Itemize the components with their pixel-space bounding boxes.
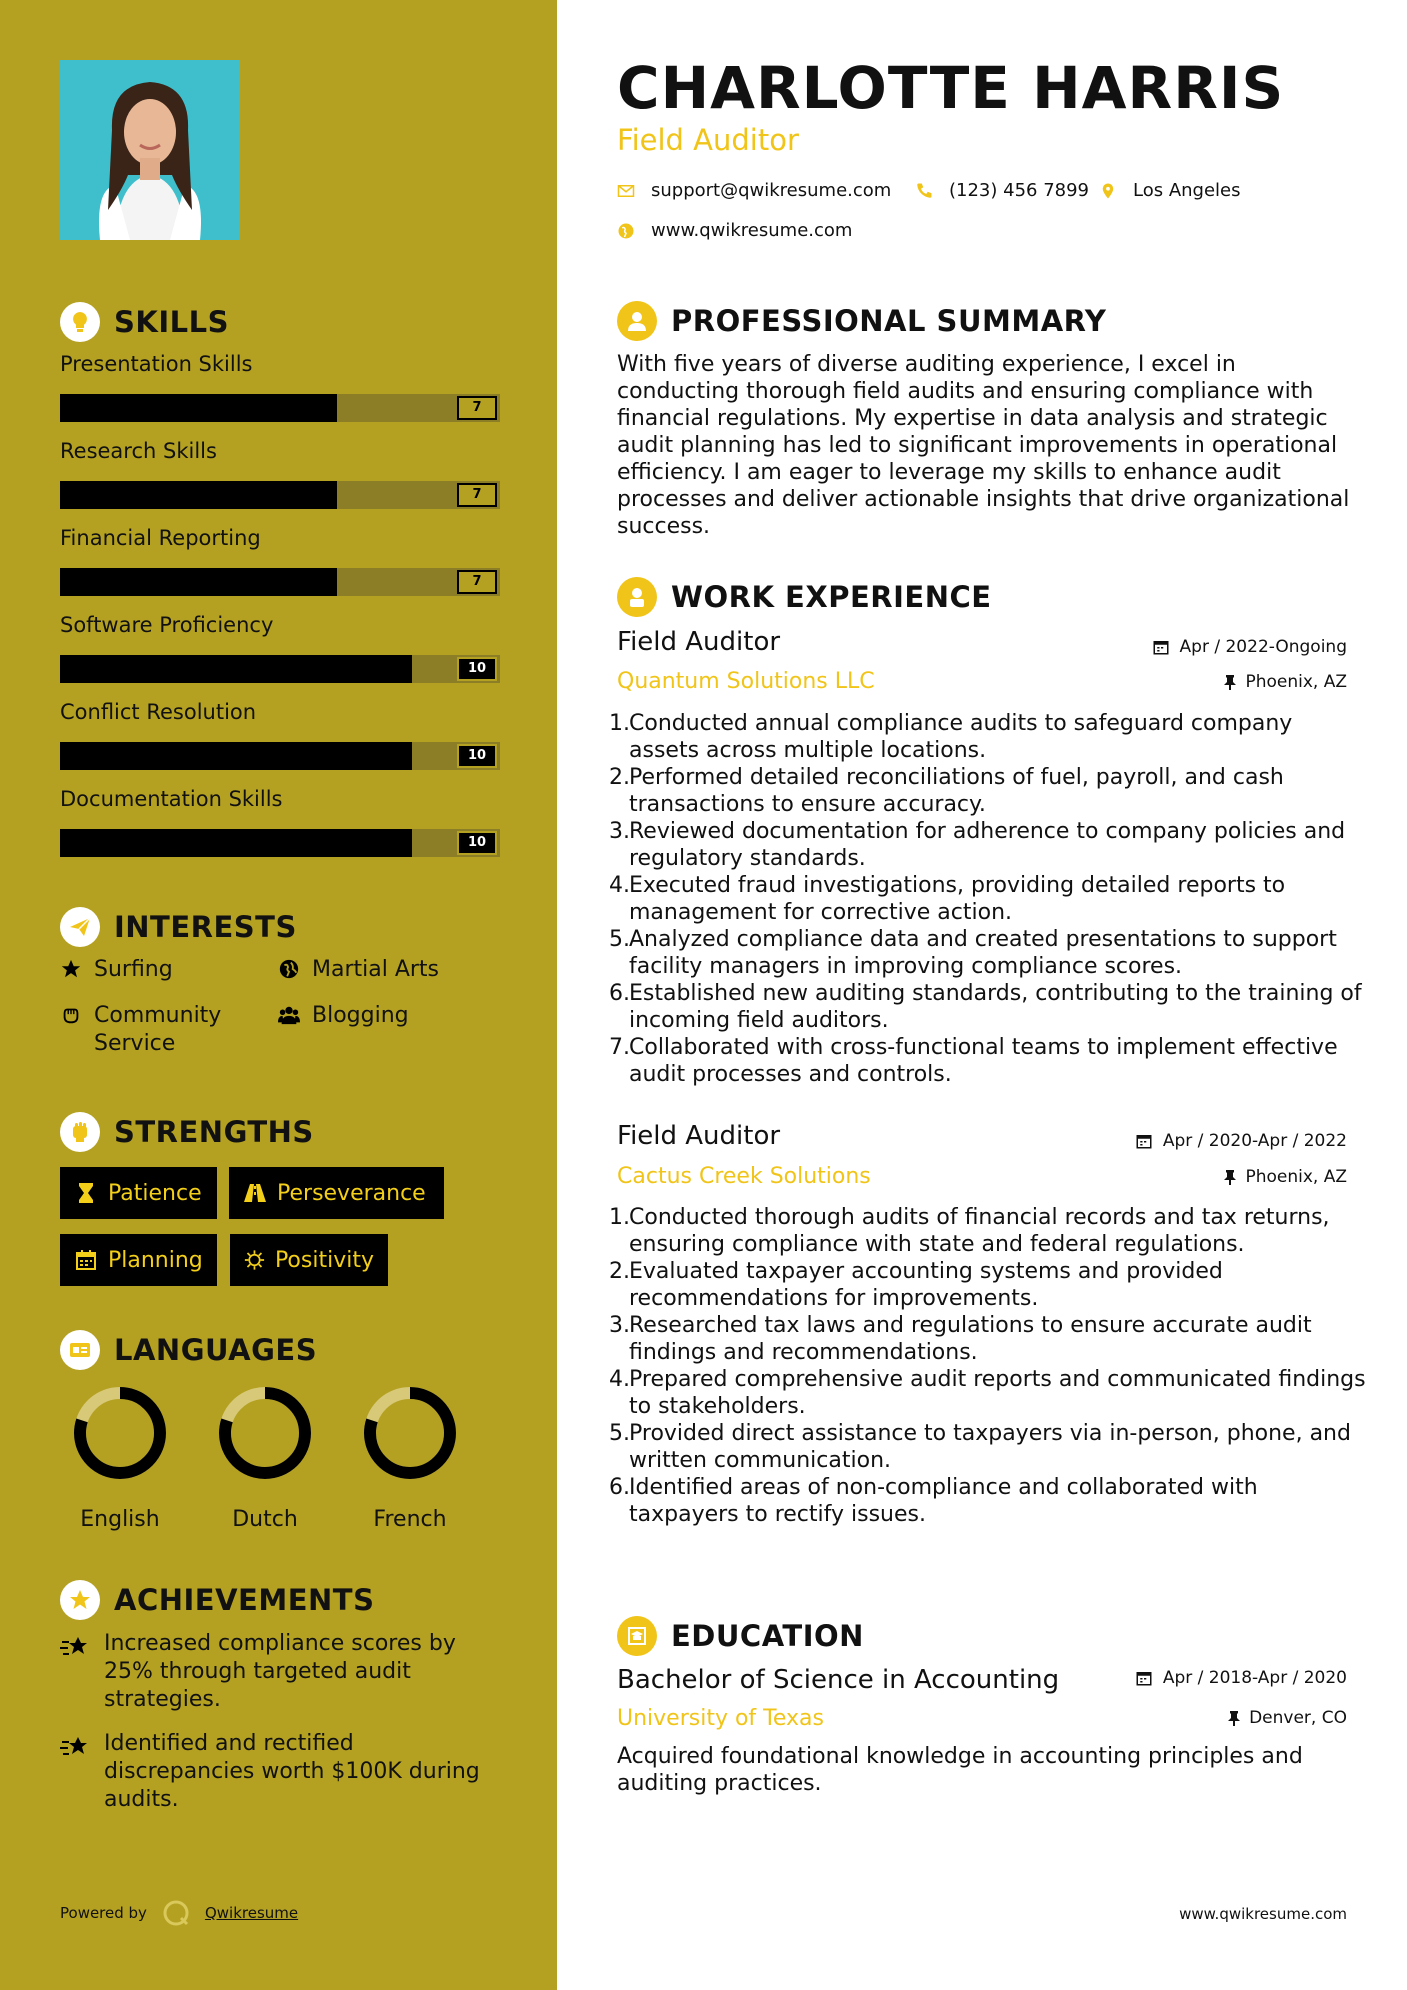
education-degree: Bachelor of Science in Accounting	[617, 1665, 1060, 1695]
skill-bar	[60, 829, 500, 857]
footer-website[interactable]: www.qwikresume.com	[1179, 1905, 1347, 1923]
phone-text: (123) 456 7899	[949, 180, 1090, 201]
duty-number: 1.	[609, 711, 630, 736]
languages-header	[60, 1328, 317, 1372]
qwikresume-logo-icon	[161, 1898, 191, 1928]
qwikresume-link[interactable]: Qwikresume	[204, 1904, 299, 1922]
skill-bar	[60, 394, 500, 422]
skill-bar	[60, 742, 500, 770]
duty-number: 1.	[609, 1205, 630, 1230]
skill-fill	[60, 655, 412, 683]
duty-text: Reviewed documentation for adherence to company policies and regulatory standards.	[629, 819, 1346, 871]
road-icon	[243, 1181, 267, 1205]
skill-bar	[60, 481, 500, 509]
skill-name: Financial Reporting	[60, 526, 261, 550]
job-date	[1152, 637, 1347, 657]
fist-icon	[60, 1112, 100, 1152]
globe-icon	[617, 222, 635, 240]
skill-fill	[60, 742, 412, 770]
job-duty	[609, 980, 1369, 1034]
skill-fill	[60, 394, 337, 422]
job-company: Quantum Solutions LLC	[617, 669, 875, 694]
job-duty	[609, 1034, 1369, 1088]
job-title: Field Auditor	[617, 1121, 781, 1151]
education-location	[1227, 1708, 1347, 1728]
contact-website[interactable]	[617, 220, 852, 241]
website-text: www.qwikresume.com	[651, 220, 853, 241]
skill-level: 7	[457, 396, 497, 420]
experience-header	[617, 575, 992, 619]
skill-item	[60, 787, 500, 857]
education-title: EDUCATION	[671, 1619, 864, 1653]
job-duties-list	[609, 710, 1369, 1088]
job-duty	[609, 1258, 1369, 1312]
candidate-role: Field Auditor	[617, 123, 799, 157]
language-donut	[217, 1385, 313, 1481]
calendar-icon	[1152, 638, 1170, 656]
skill-level: 10	[457, 831, 497, 855]
job-duty	[609, 710, 1369, 764]
graduation-cap-icon	[617, 1616, 657, 1656]
duty-number: 5.	[609, 927, 630, 952]
achievements-title: ACHIEVEMENTS	[114, 1583, 375, 1617]
job-duty	[609, 818, 1369, 872]
language-donut	[72, 1385, 168, 1481]
interest-item	[278, 956, 518, 984]
candidate-name: CHARLOTTE HARRIS	[617, 54, 1285, 122]
duty-text: Performed detailed reconciliations of fuel, payroll, and cash transactions to ensure accuracy.	[629, 765, 1284, 817]
language-donut	[362, 1385, 458, 1481]
duty-text: Identified areas of non-compliance and collaborated with taxpayers to rectify issues.	[629, 1475, 1258, 1527]
powered-label: Powered by	[60, 1904, 147, 1922]
sun-icon	[244, 1248, 265, 1272]
job-duty	[609, 1474, 1369, 1528]
job-title: Field Auditor	[617, 627, 781, 657]
skill-fill	[60, 481, 337, 509]
pushpin-icon	[1223, 674, 1237, 690]
education-school: University of Texas	[617, 1706, 824, 1731]
calendar-icon	[1135, 1669, 1153, 1687]
job-duty	[609, 1366, 1369, 1420]
duty-text: Collaborated with cross-functional teams to implement effective audit processes and controls.	[629, 1035, 1338, 1087]
achievement-item	[60, 1730, 500, 1814]
interest-item	[60, 956, 260, 984]
job-duty	[609, 872, 1369, 926]
profile-photo	[60, 60, 240, 240]
skill-level: 10	[457, 657, 497, 681]
interest-label: Surfing	[94, 957, 173, 982]
job-location-text: Phoenix, AZ	[1245, 672, 1347, 692]
duty-text: Researched tax laws and regulations to ensure accurate audit findings and recommendations.	[629, 1313, 1312, 1365]
skill-name: Conflict Resolution	[60, 700, 257, 724]
duty-text: Conducted thorough audits of financial records and tax returns, ensuring compliance with state and federal regulations.	[629, 1205, 1330, 1257]
interest-label: Blogging	[312, 1003, 409, 1028]
duty-text: Conducted annual compliance audits to safeguard company assets across multiple locations.	[629, 711, 1293, 763]
strength-label: Perseverance	[277, 1180, 426, 1206]
language-item	[60, 1385, 180, 1532]
hourglass-icon	[74, 1181, 98, 1205]
skill-bar	[60, 655, 500, 683]
map-pin-icon	[1099, 182, 1117, 200]
calendar-icon	[1135, 1132, 1153, 1150]
strength-badge	[229, 1167, 444, 1219]
pushpin-icon	[1227, 1710, 1241, 1726]
skill-level: 10	[457, 744, 497, 768]
skill-item	[60, 526, 500, 596]
duty-number: 4.	[609, 873, 630, 898]
duty-number: 3.	[609, 819, 630, 844]
job-company: Cactus Creek Solutions	[617, 1164, 871, 1189]
summary-text: With five years of diverse auditing experience, I excel in conducting thorough field audits and ensuring compliance with financial regulations. My expertise in data analysis and strategic audit planning has led to significant improvements in operational efficiency. I am eager to leverage my skills to enhance audit processes and deliver actionable insights that drive organizational success.	[617, 352, 1350, 539]
pushpin-icon	[1223, 1169, 1237, 1185]
skill-level: 7	[457, 483, 497, 507]
job-date-text: Apr / 2020-Apr / 2022	[1162, 1131, 1347, 1151]
skill-name: Research Skills	[60, 439, 217, 463]
language-label: Dutch	[232, 1507, 298, 1532]
duty-number: 6.	[609, 981, 630, 1006]
job-date	[1135, 1131, 1347, 1151]
contact-location	[1099, 180, 1241, 201]
hand-icon	[60, 1004, 86, 1030]
language-card-icon	[60, 1330, 100, 1370]
language-item	[350, 1385, 470, 1532]
duty-number: 4.	[609, 1367, 630, 1392]
skill-name: Software Proficiency	[60, 613, 274, 637]
strength-label: Planning	[108, 1247, 203, 1273]
summary-header	[617, 299, 1106, 343]
job-duties-list	[609, 1204, 1369, 1528]
duty-text: Executed fraud investigations, providing detailed reports to management for corrective action.	[629, 873, 1286, 925]
lightbulb-icon	[60, 302, 100, 342]
email-text: support@qwikresume.com	[651, 180, 892, 201]
job-duty	[609, 764, 1369, 818]
skill-fill	[60, 568, 337, 596]
skills-header	[60, 300, 229, 344]
calendar-icon	[74, 1248, 98, 1272]
envelope-icon	[617, 182, 635, 200]
education-date	[1135, 1668, 1347, 1688]
skill-name: Presentation Skills	[60, 352, 253, 376]
phone-icon	[915, 182, 933, 200]
location-text: Los Angeles	[1133, 180, 1241, 201]
duty-number: 7.	[609, 1035, 630, 1060]
job-location-text: Phoenix, AZ	[1245, 1167, 1347, 1187]
strength-badge	[60, 1234, 217, 1286]
strength-badge	[60, 1167, 217, 1219]
skill-item	[60, 439, 500, 509]
education-location-text: Denver, CO	[1249, 1708, 1347, 1728]
shooting-star-icon	[60, 1734, 94, 1766]
achievement-text: Increased compliance scores by 25% through targeted audit strategies.	[104, 1631, 456, 1712]
strengths-header	[60, 1110, 314, 1154]
achievement-item	[60, 1630, 500, 1714]
language-label: English	[80, 1507, 160, 1532]
education-date-text: Apr / 2018-Apr / 2020	[1162, 1668, 1347, 1688]
language-item	[205, 1385, 325, 1532]
duty-text: Evaluated taxpayer accounting systems and provided recommendations for improvements.	[629, 1259, 1223, 1311]
skill-name: Documentation Skills	[60, 787, 283, 811]
job-location	[1223, 1167, 1347, 1187]
job-location	[1223, 672, 1347, 692]
duty-number: 5.	[609, 1421, 630, 1446]
main-content	[557, 0, 1407, 1990]
paper-plane-icon	[60, 907, 100, 947]
user-icon	[617, 301, 657, 341]
sidebar	[0, 0, 557, 1990]
duty-text: Established new auditing standards, contributing to the training of incoming field auditors.	[629, 981, 1362, 1033]
duty-text: Prepared comprehensive audit reports and communicated findings to stakeholders.	[629, 1367, 1366, 1419]
contact-email[interactable]	[617, 180, 891, 201]
job-duty	[609, 1204, 1369, 1258]
duty-number: 2.	[609, 1259, 630, 1284]
skill-level: 7	[457, 570, 497, 594]
strength-label: Positivity	[274, 1247, 374, 1273]
interest-label: Community Service	[94, 1003, 222, 1056]
duty-number: 6.	[609, 1475, 630, 1500]
skill-fill	[60, 829, 412, 857]
duty-text: Provided direct assistance to taxpayers via in-person, phone, and written communication.	[629, 1421, 1351, 1473]
education-header	[617, 1614, 864, 1658]
strength-badge	[230, 1234, 388, 1286]
job-duty	[609, 1420, 1369, 1474]
duty-number: 3.	[609, 1313, 630, 1338]
globe-icon	[278, 958, 304, 984]
job-duty	[609, 1312, 1369, 1366]
briefcase-user-icon	[617, 577, 657, 617]
interest-item	[278, 1002, 518, 1030]
experience-title: WORK EXPERIENCE	[671, 580, 992, 614]
summary-title: PROFESSIONAL SUMMARY	[671, 304, 1107, 338]
strength-label: Patience	[108, 1180, 202, 1206]
skill-bar	[60, 568, 500, 596]
skill-item	[60, 700, 500, 770]
interests-header	[60, 905, 297, 949]
powered-by	[60, 1898, 298, 1928]
job-duty	[609, 926, 1369, 980]
shooting-star-icon	[60, 1634, 94, 1666]
skill-item	[60, 352, 500, 422]
language-label: French	[373, 1507, 447, 1532]
strengths-title: STRENGTHS	[114, 1115, 314, 1149]
contact-phone[interactable]	[915, 180, 1089, 201]
skill-item	[60, 613, 500, 683]
education-description: Acquired foundational knowledge in accounting principles and auditing practices.	[617, 1744, 1303, 1796]
star-badge-icon	[60, 1580, 100, 1620]
job-date-text: Apr / 2022-Ongoing	[1179, 637, 1347, 657]
achievements-header	[60, 1578, 374, 1622]
achievement-text: Identified and rectified discrepancies worth $100K during audits.	[104, 1731, 480, 1812]
skills-title: SKILLS	[114, 305, 229, 339]
interest-label: Martial Arts	[312, 957, 440, 982]
interest-item	[60, 1002, 260, 1058]
star-icon	[60, 958, 86, 984]
duty-text: Analyzed compliance data and created presentations to support facility managers in improving compliance scores.	[629, 927, 1337, 979]
duty-number: 2.	[609, 765, 630, 790]
users-icon	[278, 1004, 304, 1030]
interests-title: INTERESTS	[114, 910, 297, 944]
languages-title: LANGUAGES	[114, 1333, 318, 1367]
